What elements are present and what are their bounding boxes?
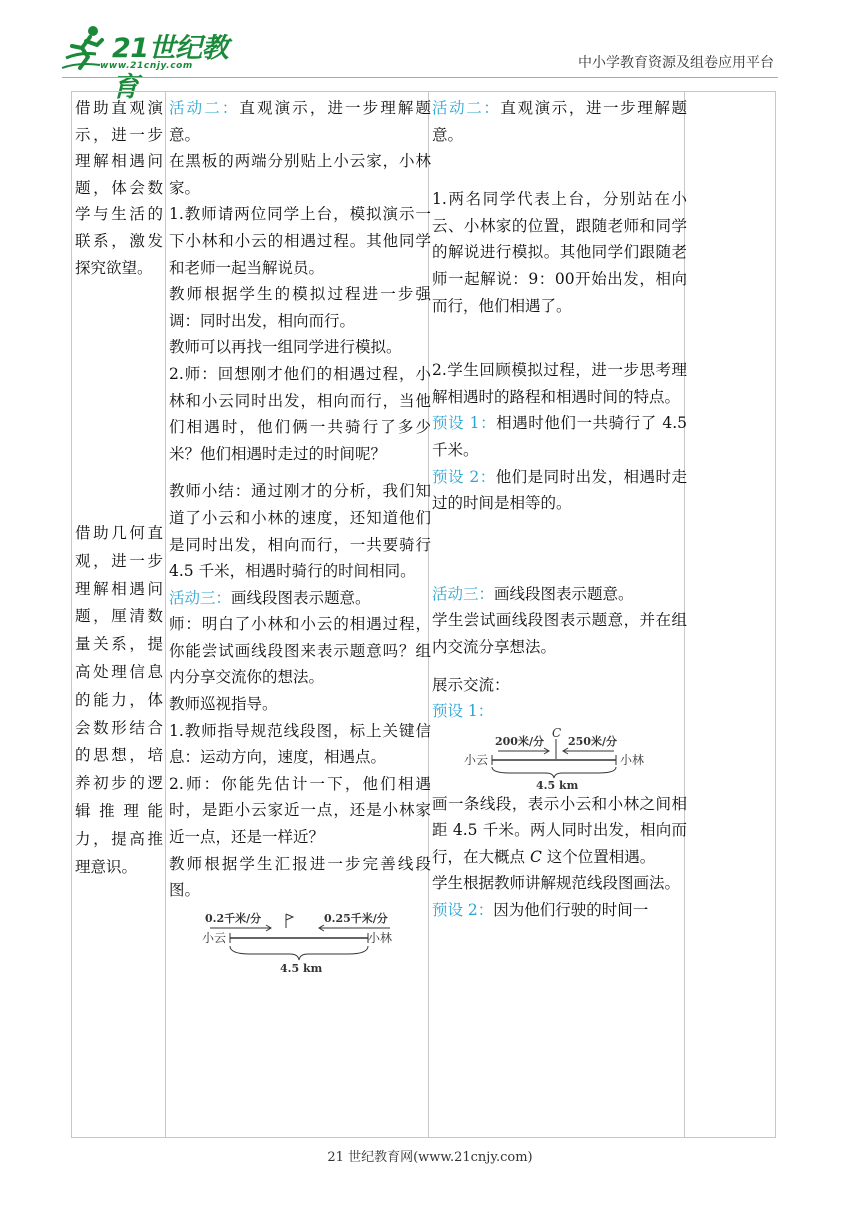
site-logo (60, 24, 235, 103)
total-brace (230, 946, 368, 960)
meeting-point-label: C (552, 725, 562, 740)
preset-1-label: 预设 1： (432, 702, 494, 721)
activity-label: 活动二： (169, 99, 240, 117)
lesson-table (71, 91, 776, 1138)
left-endpoint-label: 小云 (464, 752, 489, 767)
right-speed-label: 0.25千米/分 (324, 911, 388, 925)
activity-2-heading (169, 95, 431, 148)
line-segment-diagram-student (460, 725, 680, 791)
logo-url: www.21cnjy.com (100, 61, 193, 71)
preset-label: 预设 1： (432, 414, 497, 433)
logo-wordmark: 21世纪教育 (112, 33, 229, 103)
activity-label: 活动二： (432, 99, 501, 117)
flag-icon (286, 914, 293, 928)
student-paragraph: 展示交流： (432, 675, 510, 694)
activity-label: 活动三： (169, 588, 232, 607)
line-segment-diagram-teacher (202, 908, 402, 978)
preset-2b (432, 897, 687, 924)
right-speed-label: 250米/分 (568, 734, 617, 748)
platform-title: 中小学教育资源及组卷应用平台 (578, 55, 774, 71)
student-paragraph: 2.学生回顾模拟过程，进一步思考理解相遇时的路程和相遇时间的特点。 (432, 361, 687, 406)
activity-2-heading (432, 95, 687, 148)
student-paragraph: 1.两名同学代表上台，分别站在小云、小林家的位置，跟随老师和同学的解说进行模拟。其他同学们跟随老师一起解说：9：00开始出发，相向而行，他们相遇了。 (432, 190, 687, 315)
teacher-paragraph: 教师根据学生的模拟过程进一步强调：同时出发，相向而行。 (169, 285, 431, 330)
preset-text: 他们是同时出发，相遇时走过的时间是相等的。 (432, 467, 687, 513)
left-speed-label: 200米/分 (495, 734, 544, 748)
page-header (0, 0, 860, 103)
preset-1 (432, 410, 687, 463)
teacher-paragraph: 师：明白了小林和小云的相遇过程，你能尝试画线段图来表示题意吗？组内分享交流你的想法。 (169, 615, 431, 687)
teacher-paragraph: 1.教师指导规范线段图，标上关键信息：运动方向，速度，相遇点。 (169, 721, 431, 767)
activity-3-heading (432, 581, 687, 608)
student-activity-column (432, 92, 687, 924)
activity-title: 直观演示，进一步理解题意。 (169, 99, 431, 144)
preset-label: 预设 2： (432, 467, 496, 486)
preset-label: 预设 2： (432, 901, 494, 920)
header-divider (62, 77, 778, 78)
text-part: 这个位置相遇。 (541, 847, 656, 866)
student-paragraph: 学生根据教师讲解规范线段图画法。 (432, 874, 681, 893)
student-paragraph (432, 791, 687, 871)
total-distance-label: 4.5 km (536, 778, 579, 791)
teacher-paragraph: 2.师：回想刚才他们的相遇过程，小林和小云同时出发，相向而行，当他们相遇时，他们俩一共骑行了多少米？他们相遇时走过的时间呢？ (169, 364, 431, 463)
design-intent-column (75, 92, 163, 876)
right-endpoint-label: 小林 (620, 752, 645, 767)
teacher-paragraph: 在黑板的两端分别贴上小云家，小林家。 (169, 152, 431, 197)
preset-text: 相遇时他们一共骑行了 4.5 千米。 (432, 414, 687, 459)
spacer (432, 517, 687, 581)
preset-text: 因为他们行驶的时间一 (493, 901, 649, 920)
teacher-paragraph: 教师可以再找一组同学进行模拟。 (169, 338, 402, 357)
teacher-summary: 教师小结：通过刚才的分析，我们知道了小云和小林的速度，还知道他们是同时出发，相向而行，一共要骑行 4.5 千米，相遇时骑行的时间相同。 (169, 482, 431, 581)
teacher-paragraph: 教师根据学生汇报进一步完善线段图。 (169, 854, 431, 900)
intent-text-1: 借助直观演示，进一步理解相遇问题，体会数学与生活的联系，激发探究欲望。 (75, 99, 163, 277)
text-part: 画一条线段，表示小云和小林之间相距 4.5 千米。两人同时出发，相向而行，在大概点 (432, 794, 687, 866)
right-endpoint-label: 小林 (368, 930, 393, 945)
activity-title: 直观演示，进一步理解题意。 (432, 99, 687, 144)
teacher-paragraph: 2.师：你能先估计一下，他们相遇时，是距小云家近一点，还是小林家近一点，还是一样近？ (169, 774, 431, 847)
activity-3-heading (169, 585, 431, 612)
spacer (432, 319, 687, 357)
left-endpoint-label: 小云 (202, 930, 227, 945)
left-speed-label: 0.2千米/分 (205, 911, 262, 925)
activity-label: 活动三： (432, 584, 495, 603)
spacer (432, 148, 687, 186)
intent-text-2: 借助几何直观，进一步理解相遇问题，厘清数量关系，提高处理信息的能力，体会数形结合的思想，培养初步的逻辑推理能力，提高推理意识。 (75, 524, 163, 876)
activity-title: 画线段图表示题意。 (494, 584, 634, 603)
preset-2 (432, 464, 687, 517)
teacher-activity-column (169, 92, 431, 980)
column-divider (165, 92, 166, 1137)
point-c: C (529, 847, 542, 866)
page-footer: 21 世纪教育网(www.21cnjy.com) (327, 1150, 533, 1165)
activity-title: 画线段图表示题意。 (231, 588, 371, 607)
total-brace (492, 767, 616, 778)
teacher-paragraph: 1.教师请两位同学上台，模拟演示一下小林和小云的相遇过程。其他同学和老师一起当解说员。 (169, 205, 431, 277)
student-paragraph: 学生尝试画线段图表示题意，并在组内交流分享想法。 (432, 611, 687, 656)
teacher-paragraph: 教师巡视指导。 (169, 695, 278, 714)
total-distance-label: 4.5 km (280, 961, 323, 975)
